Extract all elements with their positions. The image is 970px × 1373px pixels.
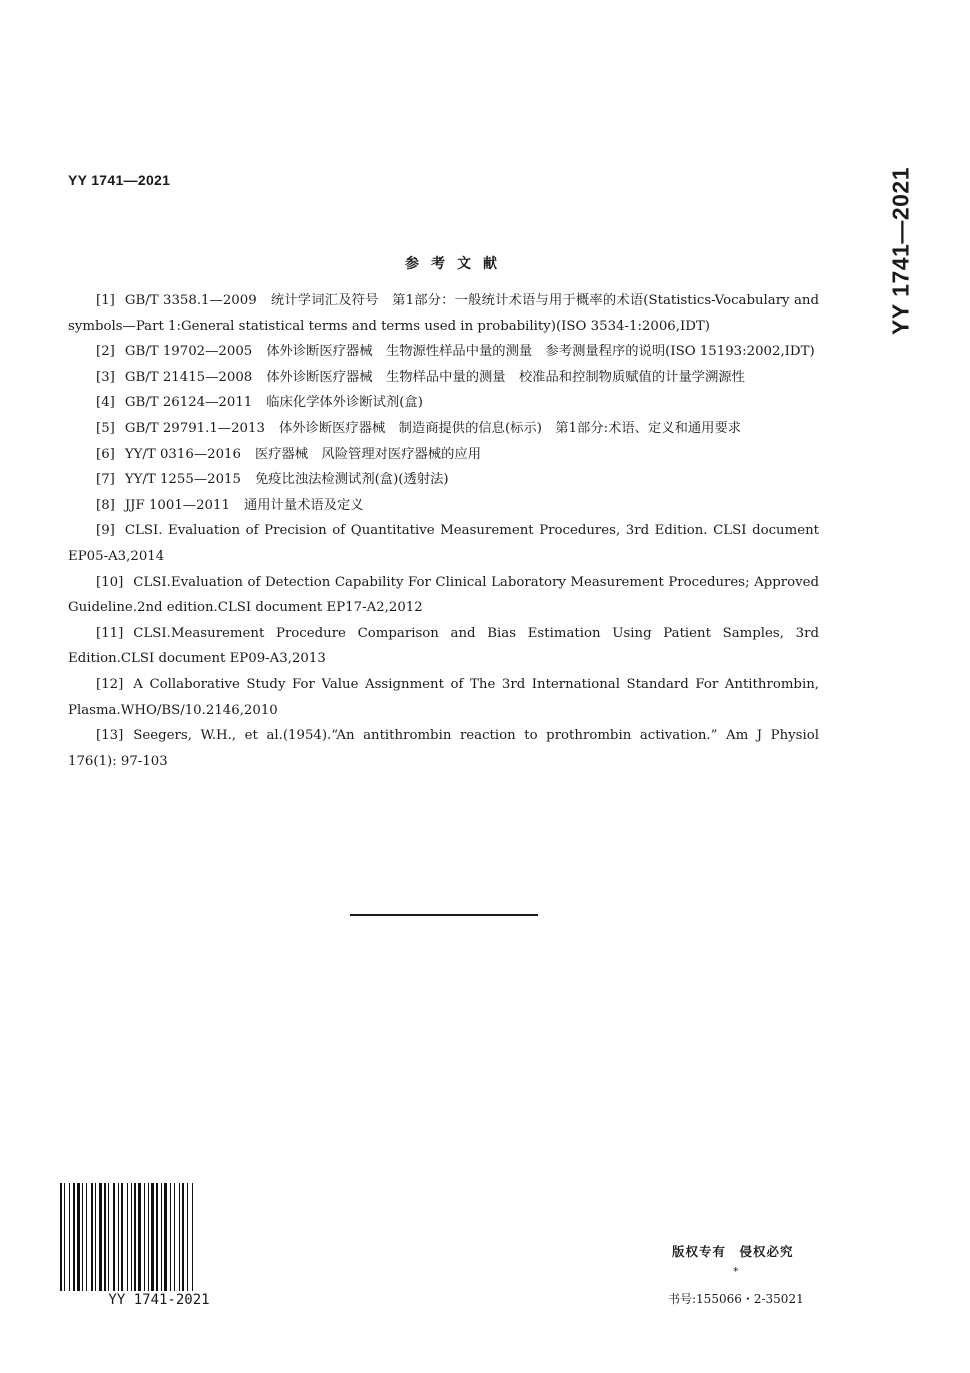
reference-number: [11] <box>96 625 124 641</box>
reference-number: [1] <box>96 293 115 308</box>
reference-number: [12] <box>96 676 124 692</box>
reference-standard-code: GB/T 26124—2011 <box>124 395 253 411</box>
reference-number: [8] <box>96 497 115 513</box>
barcode-bars <box>58 1183 260 1299</box>
reference-entry <box>68 467 819 493</box>
reference-list <box>68 288 819 774</box>
reference-entry <box>68 570 819 621</box>
side-standard-code-text: YY 1741—2021 <box>887 167 914 335</box>
reference-entry <box>68 442 819 468</box>
reference-number: [3] <box>96 369 115 385</box>
reference-number: [6] <box>96 446 115 462</box>
reference-text: 统计学词汇及符号 第1部分：一般统计术语与用于概率的术语(Statistics-Vocabulary and symbols—Part 1:General statistical terms and terms used in probability)(ISO 3534-1:2006,IDT) <box>68 293 819 334</box>
reference-standard-code: GB/T 19702—2005 <box>124 344 253 360</box>
reference-standard-code: JJF 1001—2011 <box>124 497 230 513</box>
reference-text: CLSI. Evaluation of Precision of Quantitative Measurement Procedures, 3rd Edition. CLSI document EP05-A3,2014 <box>68 523 819 564</box>
reference-entry <box>68 365 819 391</box>
reference-number: [5] <box>96 420 115 436</box>
reference-number: [10] <box>96 574 124 590</box>
reference-text: CLSI.Evaluation of Detection Capability For Clinical Laboratory Measurement Procedures; Approved Guideline.2nd edition.CLSI document EP17-A2,2012 <box>68 574 819 616</box>
reference-text: CLSI.Measurement Procedure Comparison and Bias Estimation Using Patient Samples, 3rd Edition.CLSI document EP09-A3,2013 <box>68 625 819 667</box>
reference-entry <box>68 416 819 442</box>
reference-text: 体外诊断医疗器械 制造商提供的信息(标示) 第1部分:术语、定义和通用要求 <box>278 420 742 436</box>
reference-entry <box>68 621 819 672</box>
reference-number: [13] <box>96 728 124 744</box>
side-standard-code <box>870 167 932 335</box>
bibliography-title: 参考文献 <box>405 256 509 272</box>
book-number: 书号:155066・2-35021 <box>668 1292 804 1306</box>
reference-entry <box>68 518 819 569</box>
end-rule <box>350 914 538 916</box>
reference-text: 医疗器械 风险管理对医疗器械的应用 <box>254 446 481 462</box>
barcode <box>58 1183 260 1309</box>
reference-standard-code: GB/T 21415—2008 <box>124 369 253 385</box>
reference-entry <box>68 723 819 774</box>
reference-text: 体外诊断医疗器械 生物样品中量的测量 校准品和控制物质赋值的计量学溯源性 <box>266 369 745 385</box>
reference-text: 通用计量术语及定义 <box>243 497 364 513</box>
reference-entry <box>68 339 819 365</box>
reference-text: 体外诊断医疗器械 生物源性样品中量的测量 参考测量程序的说明(ISO 15193:2002,IDT) <box>266 344 815 360</box>
reference-standard-code: YY/T 1255—2015 <box>124 472 241 488</box>
reference-standard-code: GB/T 3358.1—2009 <box>124 293 257 308</box>
reference-number: [9] <box>96 523 115 539</box>
reference-text: 免疫比浊法检测试剂(盒)(透射法) <box>254 472 449 488</box>
barcode-label: YY 1741-2021 <box>58 1291 260 1309</box>
standard-code-header: YY 1741—2021 <box>68 172 171 188</box>
star-mark: * <box>733 1265 739 1278</box>
reference-standard-code: YY/T 0316—2016 <box>124 446 241 462</box>
reference-text: A Collaborative Study For Value Assignment of The 3rd International Standard For Antithrombin, Plasma.WHO/BS/10.2146,2010 <box>68 676 819 718</box>
reference-entry <box>68 493 819 519</box>
reference-number: [2] <box>96 344 115 360</box>
copyright-notice: 版权专有 侵权必究 <box>672 1244 794 1259</box>
reference-text: 临床化学体外诊断试剂(盒) <box>266 395 423 411</box>
reference-entry <box>68 288 819 339</box>
reference-entry <box>68 672 819 723</box>
reference-number: [7] <box>96 472 115 488</box>
reference-number: [4] <box>96 395 115 411</box>
reference-standard-code: GB/T 29791.1—2013 <box>124 420 265 436</box>
reference-entry <box>68 390 819 416</box>
reference-text: Seegers, W.H., et al.(1954).“An antithrombin reaction to prothrombin activation.” Am J Physiol 176(1): 97-103 <box>68 728 819 769</box>
